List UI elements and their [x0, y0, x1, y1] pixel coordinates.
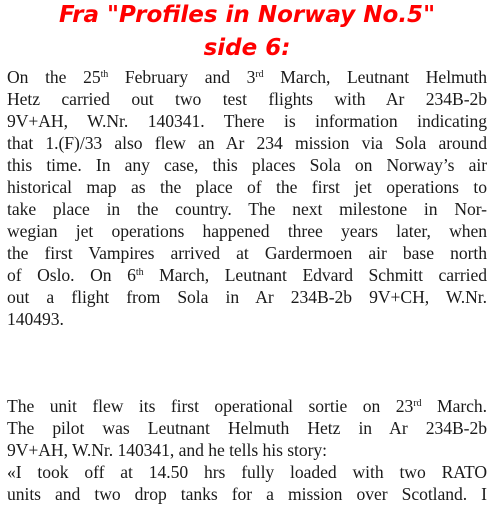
text-line: take place in the country. The next milestone in Nor-	[7, 199, 487, 219]
text-line: this time. In any case, this places Sola on Norway’s air	[7, 155, 487, 175]
text-line: that 1.(F)/33 also flew an Ar 234 mission via Sola around	[7, 133, 487, 153]
heading-line-2: side 6:	[203, 35, 291, 61]
text-span: March.	[421, 396, 487, 416]
text-line: units and two drop tanks for a mission over Scotland. I	[7, 484, 487, 504]
text-line: wegian jet operations happened three years later, when	[7, 221, 487, 241]
ordinal-suffix: rd	[255, 69, 264, 80]
text-line: historical map as the place of the first jet operations to	[7, 177, 487, 197]
text-line	[7, 265, 487, 285]
text-line: 140493.	[7, 309, 64, 329]
heading-line-1: Fra "Profiles in Norway No.5"	[58, 2, 436, 28]
text-line: The pilot was Leutnant Helmuth Hetz in Ar 234B-2b	[7, 418, 487, 438]
text-line	[7, 67, 487, 87]
ordinal-suffix: rd	[413, 398, 422, 409]
text-span: March, Leutnant Edvard Schmitt carried	[143, 265, 488, 285]
text-line: out a flight from Sola in Ar 234B-2b 9V+CH, W.Nr.	[7, 287, 487, 307]
text-span: March, Leutnant Helmuth	[263, 67, 487, 87]
text-span: of Oslo. On 6	[7, 265, 136, 285]
text-line: «I took off at 14.50 hrs fully loaded with two RATO	[7, 462, 487, 482]
text-line: 9V+AH, W.Nr. 140341, and he tells his story:	[7, 440, 328, 460]
text-line: the first Vampires arrived at Gardermoen air base north	[7, 243, 487, 263]
text-span: The unit flew its first operational sortie on 23	[7, 396, 414, 416]
text-line: Hetz carried out two test flights with Ar 234B-2b	[7, 89, 487, 109]
ordinal-suffix: th	[135, 267, 144, 278]
text-span: February and 3	[108, 67, 256, 87]
ordinal-suffix: th	[100, 69, 109, 80]
text-line	[7, 396, 487, 416]
text-span: On the 25	[7, 67, 101, 87]
text-line: 9V+AH, W.Nr. 140341. There is information indicating	[7, 111, 487, 131]
